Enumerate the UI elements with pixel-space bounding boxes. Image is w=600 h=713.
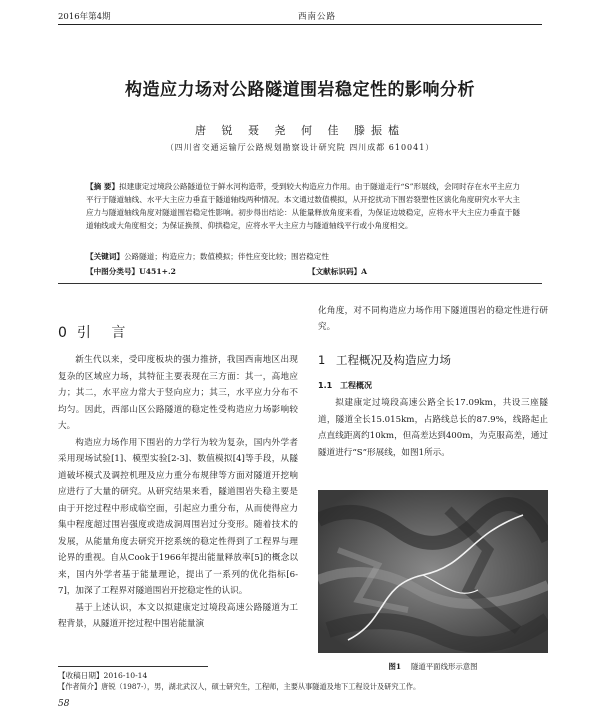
paragraph: 基于上述认识，本文以拟建康定过境段高速公路隧道为工程背景，从隧道开挖过程中围岩能量演 [58,602,298,629]
issue-label: 2016年第4期 [58,12,111,22]
author-list: 唐 锐 聂 尧 何 佳 滕振榼 [195,124,405,137]
section-number: 1 [318,353,326,367]
subsection-title: 工程概况 [340,381,372,390]
footnote-divider [58,666,208,667]
section-heading-1 [318,352,451,368]
subsection-number: 1.1 [318,381,333,390]
keywords-text: 公路隧道；构造应力；数值模拟；伴性应变比较；围岩稳定性 [123,252,329,261]
document-code: 【文献标识码】A [308,267,368,276]
keywords [86,251,520,262]
paragraph: 拟建康定过境段高速公路全长17.09km，共设三座隧道，隧道全长15.015km，占路线总长的87.9%，线路起止点直线距离约10km，但高差达到400m，为克服高差，通过隧道进行“S”形展线，如图1所示。 [318,398,548,458]
abstract-divider [58,283,542,284]
figure-caption [318,661,548,672]
introduction-body [58,352,298,633]
abstract-text: 拟建康定过境段公路隧道位于鲜水河构造带，受到较大构造应力作用。由于隧道走行“S”形展线，会同时存在水平主应力平行于隧道轴线、水平大主应力垂直于隧道轴线两种情况。本文通过数值模拟，从开挖扰动下围岩裂塑性区演化角度研究水平大主应力与隧道轴线角度对隧道围岩稳定性影响。初步得出结论：从能量释放角度来看，为保证边坡稳定，应将水平大主应力垂直于隧道轴线或大角度相交；为保证换预、仰拱稳定，应将水平大主应力与隧道轴线平行或小角度相交。 [86,182,520,230]
page-number: 58 [58,699,70,709]
paragraph: 构造应力场作用下围岩的力学行为较为复杂，国内外学者采用现场试验[1]、模型实验[2-3]、数值模拟[4]等手段，从隧道破坏模式及调控机理及应力重分布规律等方面对隧道开挖响应进行了大量的研究。从研究结果来看，隧道围岩失稳主要是由于开挖过程中形成临空面，引起应力重分布，从而使得应力集中程度超过围岩强度或造成洞周围岩过分变形。随着技术的发展，从能量角度去研究开挖系统的稳定性得到了工程界与理论界的重视。自从Cook于1966年提出能量释放率[5]的概念以来，国内外学者基于能量理论，提出了一系列的优化指标[6-7]，加深了工程界对隧道围岩开挖稳定性的认识。 [58,437,298,596]
figure-label: 图1 [388,662,401,671]
affiliation: （四川省交通运输厅公路规划勘察设计研究院 四川成都 610041） [165,143,435,152]
footnote-author-bio: 【作者简介】唐锐（1987-），男，湖北武汉人，硕士研究生，工程师，主要从事隧道及地下工程设计及研究工作。 [58,682,421,691]
tunnel-route-figure [318,490,548,653]
abstract-label: 【摘 要】 [86,182,120,191]
paragraph-continuation: 化角度，对不同构造应力场作用下隧道围岩的稳定性进行研究。 [318,306,548,332]
subsection-heading [318,380,372,391]
paper-title: 构造应力场对公路隧道围岩稳定性的影响分析 [125,80,475,100]
journal-name: 西南公路 [298,12,337,22]
figure-caption-text: 隧道平面线形示意图 [411,662,478,671]
abstract [86,180,520,232]
section-number: 0 [58,325,77,341]
satellite-map-image [318,490,548,653]
footnote-received-date: 【收稿日期】2016-10-14 [58,671,148,680]
clc-number: 【中图分类号】U451+.2 [86,267,176,276]
section-heading-introduction [58,322,133,342]
paragraph: 新生代以来，受印度板块的强力推挤，我国西南地区出现复杂的区域应力场，其特征主要表现在三方面：其一，高地应力；其二，水平应力常大于竖向应力；其三，水平应力分布不均匀。因此，西部山区公路隧道的稳定性受构造应力场影响较大。 [58,355,298,431]
keywords-label: 【关键词】 [86,252,124,261]
section-title: 工程概况及构造应力场 [336,353,451,367]
engineering-overview-body [318,395,548,461]
section-title: 引 言 [76,325,134,341]
right-column [318,303,548,671]
running-head [58,8,542,25]
